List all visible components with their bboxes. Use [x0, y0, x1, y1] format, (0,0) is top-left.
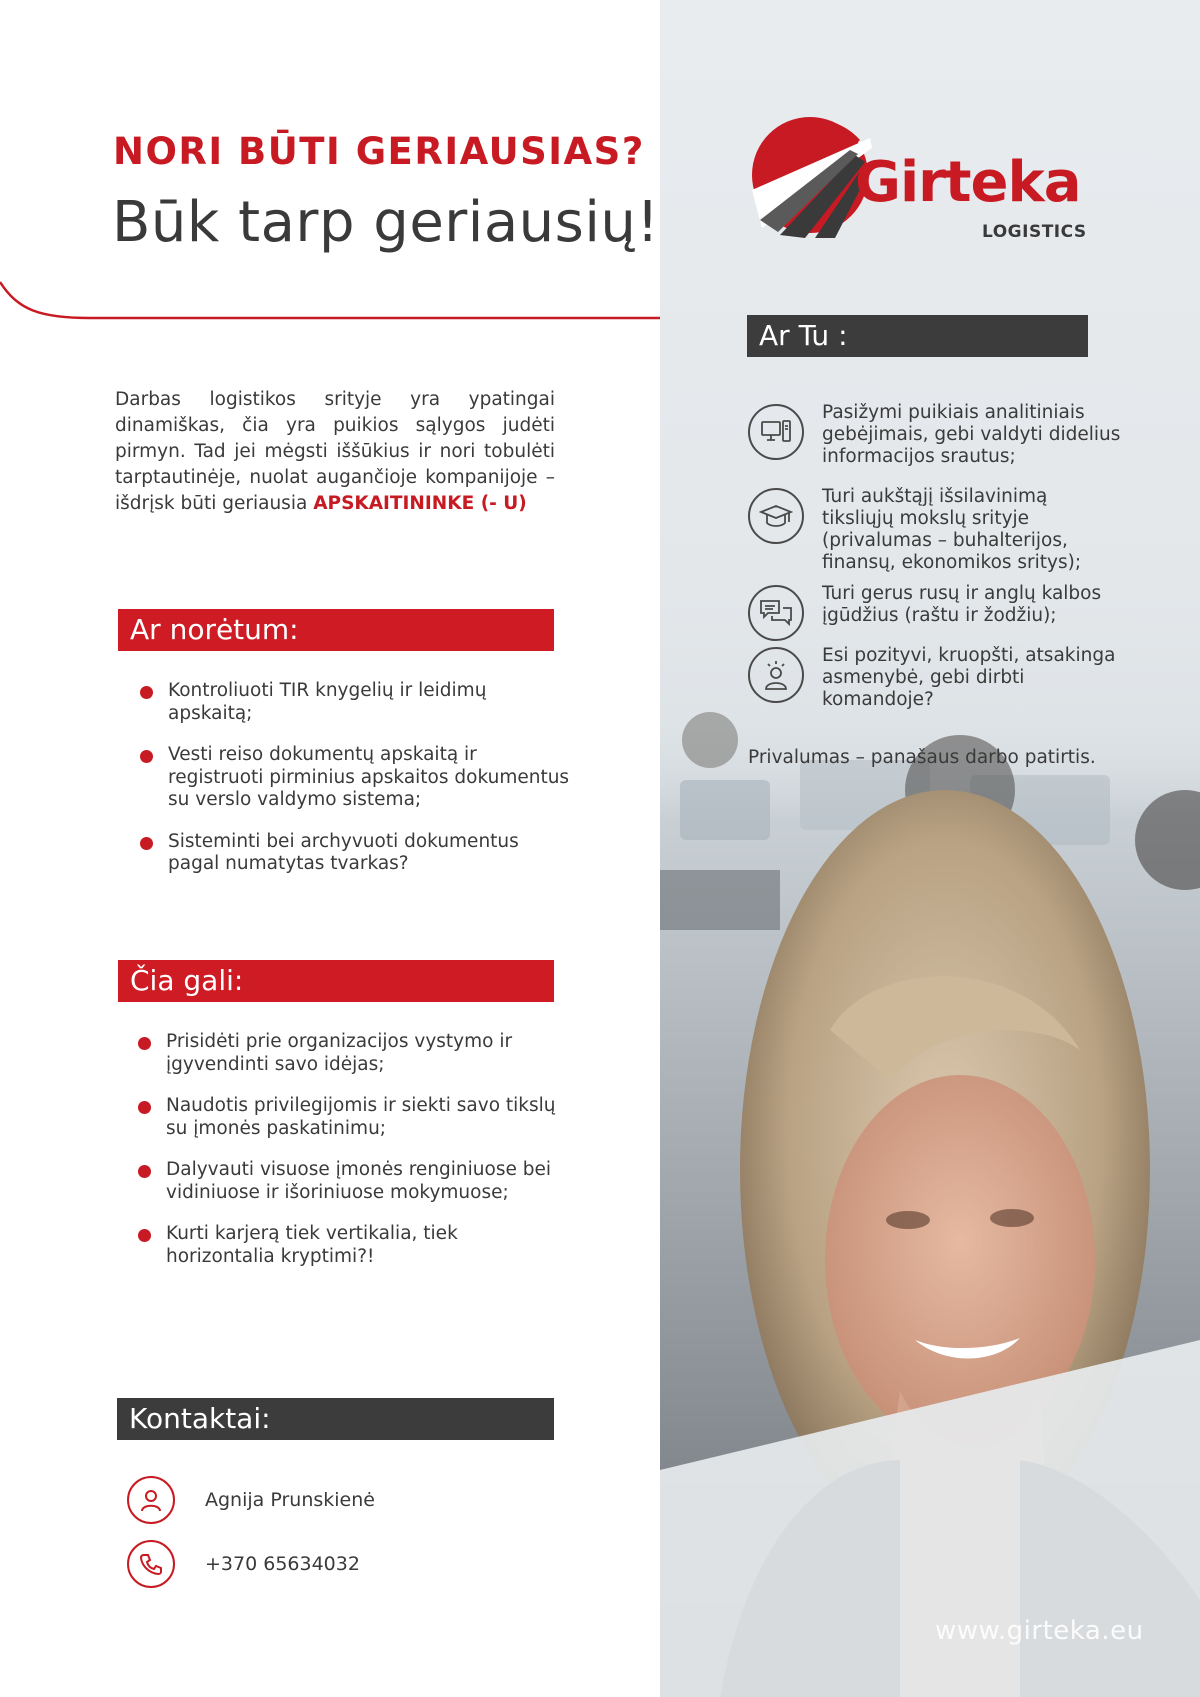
subheadline: Būk tarp geriausių!: [112, 190, 660, 255]
list-item: Prisidėti prie organizacijos vystymo ir įgyvendinti savo idėjas;: [138, 1031, 568, 1076]
logo-subtitle: LOGISTICS: [982, 222, 1087, 242]
bullet-icon: [138, 1229, 151, 1242]
bullet-icon: [140, 686, 153, 699]
office-photo: [660, 700, 1200, 1697]
bullet-icon: [140, 837, 153, 850]
contacts-heading: [117, 1398, 554, 1440]
contact-name: Agnija Prunskienė: [205, 1489, 375, 1511]
requirement-row: Pasižymi puikiais analitiniais gebėjimais, gebi valdyti didelius informacijos srautus;: [748, 402, 1122, 468]
chat-bubbles-icon: [748, 585, 804, 641]
contact-phone-row: [127, 1540, 360, 1588]
requirement-row: Esi pozityvi, kruopšti, atsakinga asmenybė, gebi dirbti komandoje?: [748, 645, 1122, 711]
decorative-swoosh: [0, 270, 660, 330]
right-column: [660, 0, 1200, 1697]
bullet-icon: [138, 1165, 151, 1178]
person-idea-icon: [748, 647, 804, 703]
computer-icon: [748, 404, 804, 460]
list-item: Dalyvauti visuose įmonės renginiuose bei vidiniuose ir išoriniuose mokymuose;: [138, 1159, 568, 1204]
contact-phone[interactable]: +370 65634032: [205, 1553, 360, 1575]
offers-heading: [118, 960, 554, 1002]
headline: NORI BŪTI GERIAUSIAS?: [113, 130, 645, 173]
requirement-row: Turi gerus rusų ir anglų kalbos įgūdžius (raštu ir žodžiu);: [748, 583, 1122, 641]
requirement-row: Turi aukštąjį išsilavinimą tiksliųjų mokslų srityje (privalumas – buhalterijos, finansų, ekonomikos sritys);: [748, 486, 1122, 574]
contacts-title: Kontaktai:: [129, 1402, 271, 1435]
bullet-icon: [138, 1101, 151, 1114]
graduation-cap-icon: [748, 488, 804, 544]
list-item: Vesti reiso dokumentų apskaitą ir registruoti pirminius apskaitos dokumentus su verslo valdymo sistema;: [140, 744, 570, 812]
duties-list: [140, 680, 570, 876]
bullet-icon: [138, 1037, 151, 1050]
requirements-heading: [747, 315, 1088, 357]
logo-wordmark: Girteka: [855, 150, 1081, 215]
offers-list: [138, 1031, 568, 1268]
list-item: Naudotis privilegijomis ir siekti savo tikslų su įmonės paskatinimu;: [138, 1095, 568, 1140]
list-item: Kontroliuoti TIR knygelių ir leidimų apskaitą;: [140, 680, 570, 725]
list-item: Sisteminti bei archyvuoti dokumentus pagal numatytas tvarkas?: [140, 831, 570, 876]
intro-paragraph: [115, 387, 555, 517]
position-title: APSKAITININKE (- U): [313, 493, 527, 514]
person-icon: [127, 1476, 175, 1524]
intro-text: Darbas logistikos srityje yra ypatingai dinamiškas, čia yra puikios sąlygos judėti pirmyn. Tad jei mėgsti iššūkius ir nori tobulėti tarptautinėje, nuolat augančioje kompanijoje – išdrįsk būti geriausia: [115, 389, 555, 514]
phone-icon: [127, 1540, 175, 1588]
duties-title: Ar norėtum:: [130, 613, 299, 646]
contact-name-row: [127, 1476, 375, 1524]
bullet-icon: [140, 750, 153, 763]
advantage-note: Privalumas – panašaus darbo patirtis.: [748, 747, 1096, 768]
requirements-title: Ar Tu :: [759, 319, 848, 352]
website-link[interactable]: www.girteka.eu: [935, 1616, 1144, 1646]
duties-heading: [118, 609, 554, 651]
list-item: Kurti karjerą tiek vertikalia, tiek horizontalia kryptimi?!: [138, 1223, 568, 1268]
offers-title: Čia gali:: [130, 964, 244, 997]
